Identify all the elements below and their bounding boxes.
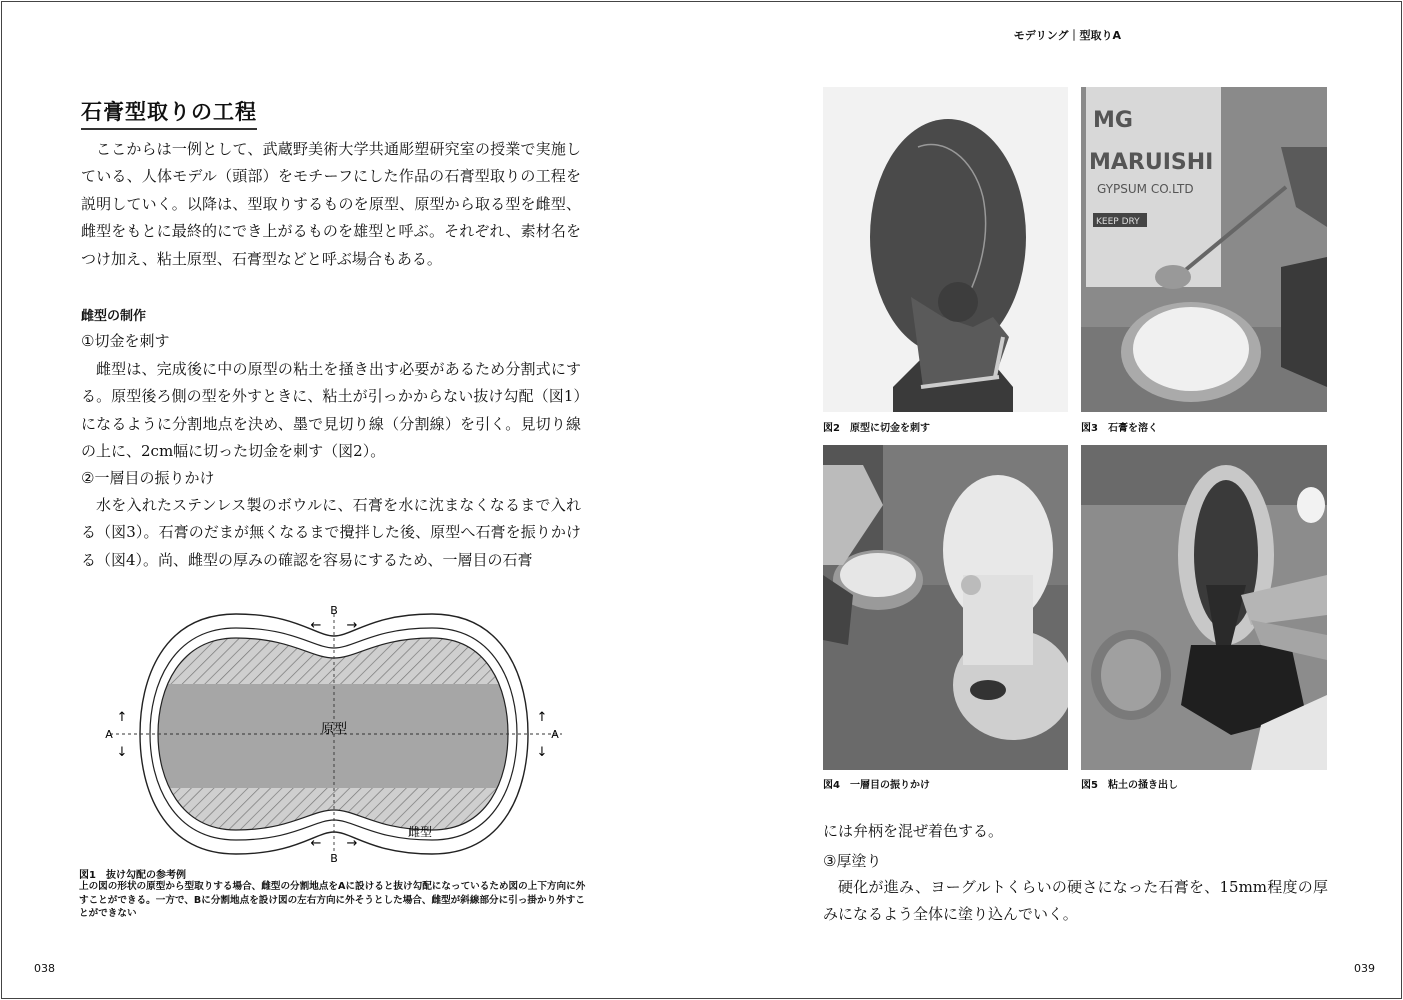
bag-sub: GYPSUM CO.LTD <box>1097 182 1194 196</box>
figure5-photo <box>1081 445 1327 770</box>
mold-diagram <box>96 600 576 870</box>
step3-paragraph: 硬化が進み、ヨーグルトくらいの硬さになった石膏を、15mm程度の厚みになるよう全体に塗り込んでいく。 <box>823 878 1328 924</box>
arrow-up-right: ↑ <box>536 710 548 725</box>
section-heading: 雌型の制作 <box>81 309 147 324</box>
page-number-right: 039 <box>1354 962 1375 975</box>
label-b-bottom: B <box>330 852 338 865</box>
figure1-description: 上の図の形状の原型から型取りする場合、雌型の分割地点をAに設けると抜け勾配になっているため図の上下方向に外すことができる。一方で、Bに分割地点を設け図の左右方向に外そうとした場合、雌型が斜線部分に引っ掛かり外すことができない <box>79 881 586 920</box>
arrow-down-left: ↓ <box>116 745 128 760</box>
mold-label: 雌型 <box>407 825 433 839</box>
arrow-left-bottom: ← <box>310 836 322 851</box>
original-label: 原型 <box>320 722 348 737</box>
figure4-photo <box>823 445 1068 770</box>
arrow-down-right: ↓ <box>536 745 548 760</box>
label-b-top: B <box>330 604 338 617</box>
running-header: モデリング｜型取りA <box>1013 29 1121 42</box>
arrow-right-top: → <box>346 618 358 633</box>
figure2-photo <box>823 87 1068 412</box>
figure4-caption: 図4 一層目の振りかけ <box>823 780 930 791</box>
arrow-up-left: ↑ <box>116 710 128 725</box>
page-number-left: 038 <box>34 962 55 975</box>
bag-text: MARUISHI <box>1089 150 1214 175</box>
step2-heading: ②一層目の振りかけ <box>81 469 215 487</box>
figure5-caption: 図5 粘土の掻き出し <box>1081 780 1178 791</box>
step1-paragraph: 雌型は、完成後に中の原型の粘土を掻き出す必要があるため分割式にする。原型後ろ側の型を外すときに、粘土が引っかからない抜け勾配（図1）になるように分割地点を決め、墨で見切り線（分割線）を引く。見切り線の上に、2cm幅に切った切金を刺す（図2）。 <box>81 360 581 461</box>
figure1-caption: 図1 抜け勾配の参考例 <box>79 870 186 881</box>
arrow-left-top: ← <box>310 618 322 633</box>
arrow-right-bottom: → <box>346 836 358 851</box>
figure3-photo <box>1081 87 1327 412</box>
page-title: 石膏型取りの工程 <box>81 96 257 130</box>
figure3-caption: 図3 石膏を溶く <box>1081 423 1158 434</box>
step2-paragraph: 水を入れたステンレス製のボウルに、石膏を水に沈まなくなるまで入れる（図3）。石膏のだまが無くなるまで攪拌した後、原型へ石膏を振りかける（図4）。尚、雌型の厚みの確認を容易にするため、一層目の石膏 <box>81 496 581 569</box>
label-a-right: A <box>551 728 559 741</box>
bag-tag: KEEP DRY <box>1096 217 1140 227</box>
continuation-text: には弁柄を混ぜ着色する。 <box>823 822 1004 840</box>
bag-brand: MG <box>1093 108 1133 133</box>
figure2-caption: 図2 原型に切金を刺す <box>823 423 930 434</box>
intro-paragraph: ここからは一例として、武蔵野美術大学共通彫塑研究室の授業で実施している、人体モデル（頭部）をモチーフにした作品の石膏型取りの工程を説明していく。以降は、型取りするものを原型、原型から取る型を雌型、雌型をもとに最終的にでき上がるものを雄型と呼ぶ。それぞれ、素材名をつけ加え、粘土原型、石膏型などと呼ぶ場合もある。 <box>81 140 581 268</box>
label-a-left: A <box>105 728 113 741</box>
step1-heading: ①切金を刺す <box>81 332 170 350</box>
step3-heading: ③厚塗り <box>823 852 882 870</box>
